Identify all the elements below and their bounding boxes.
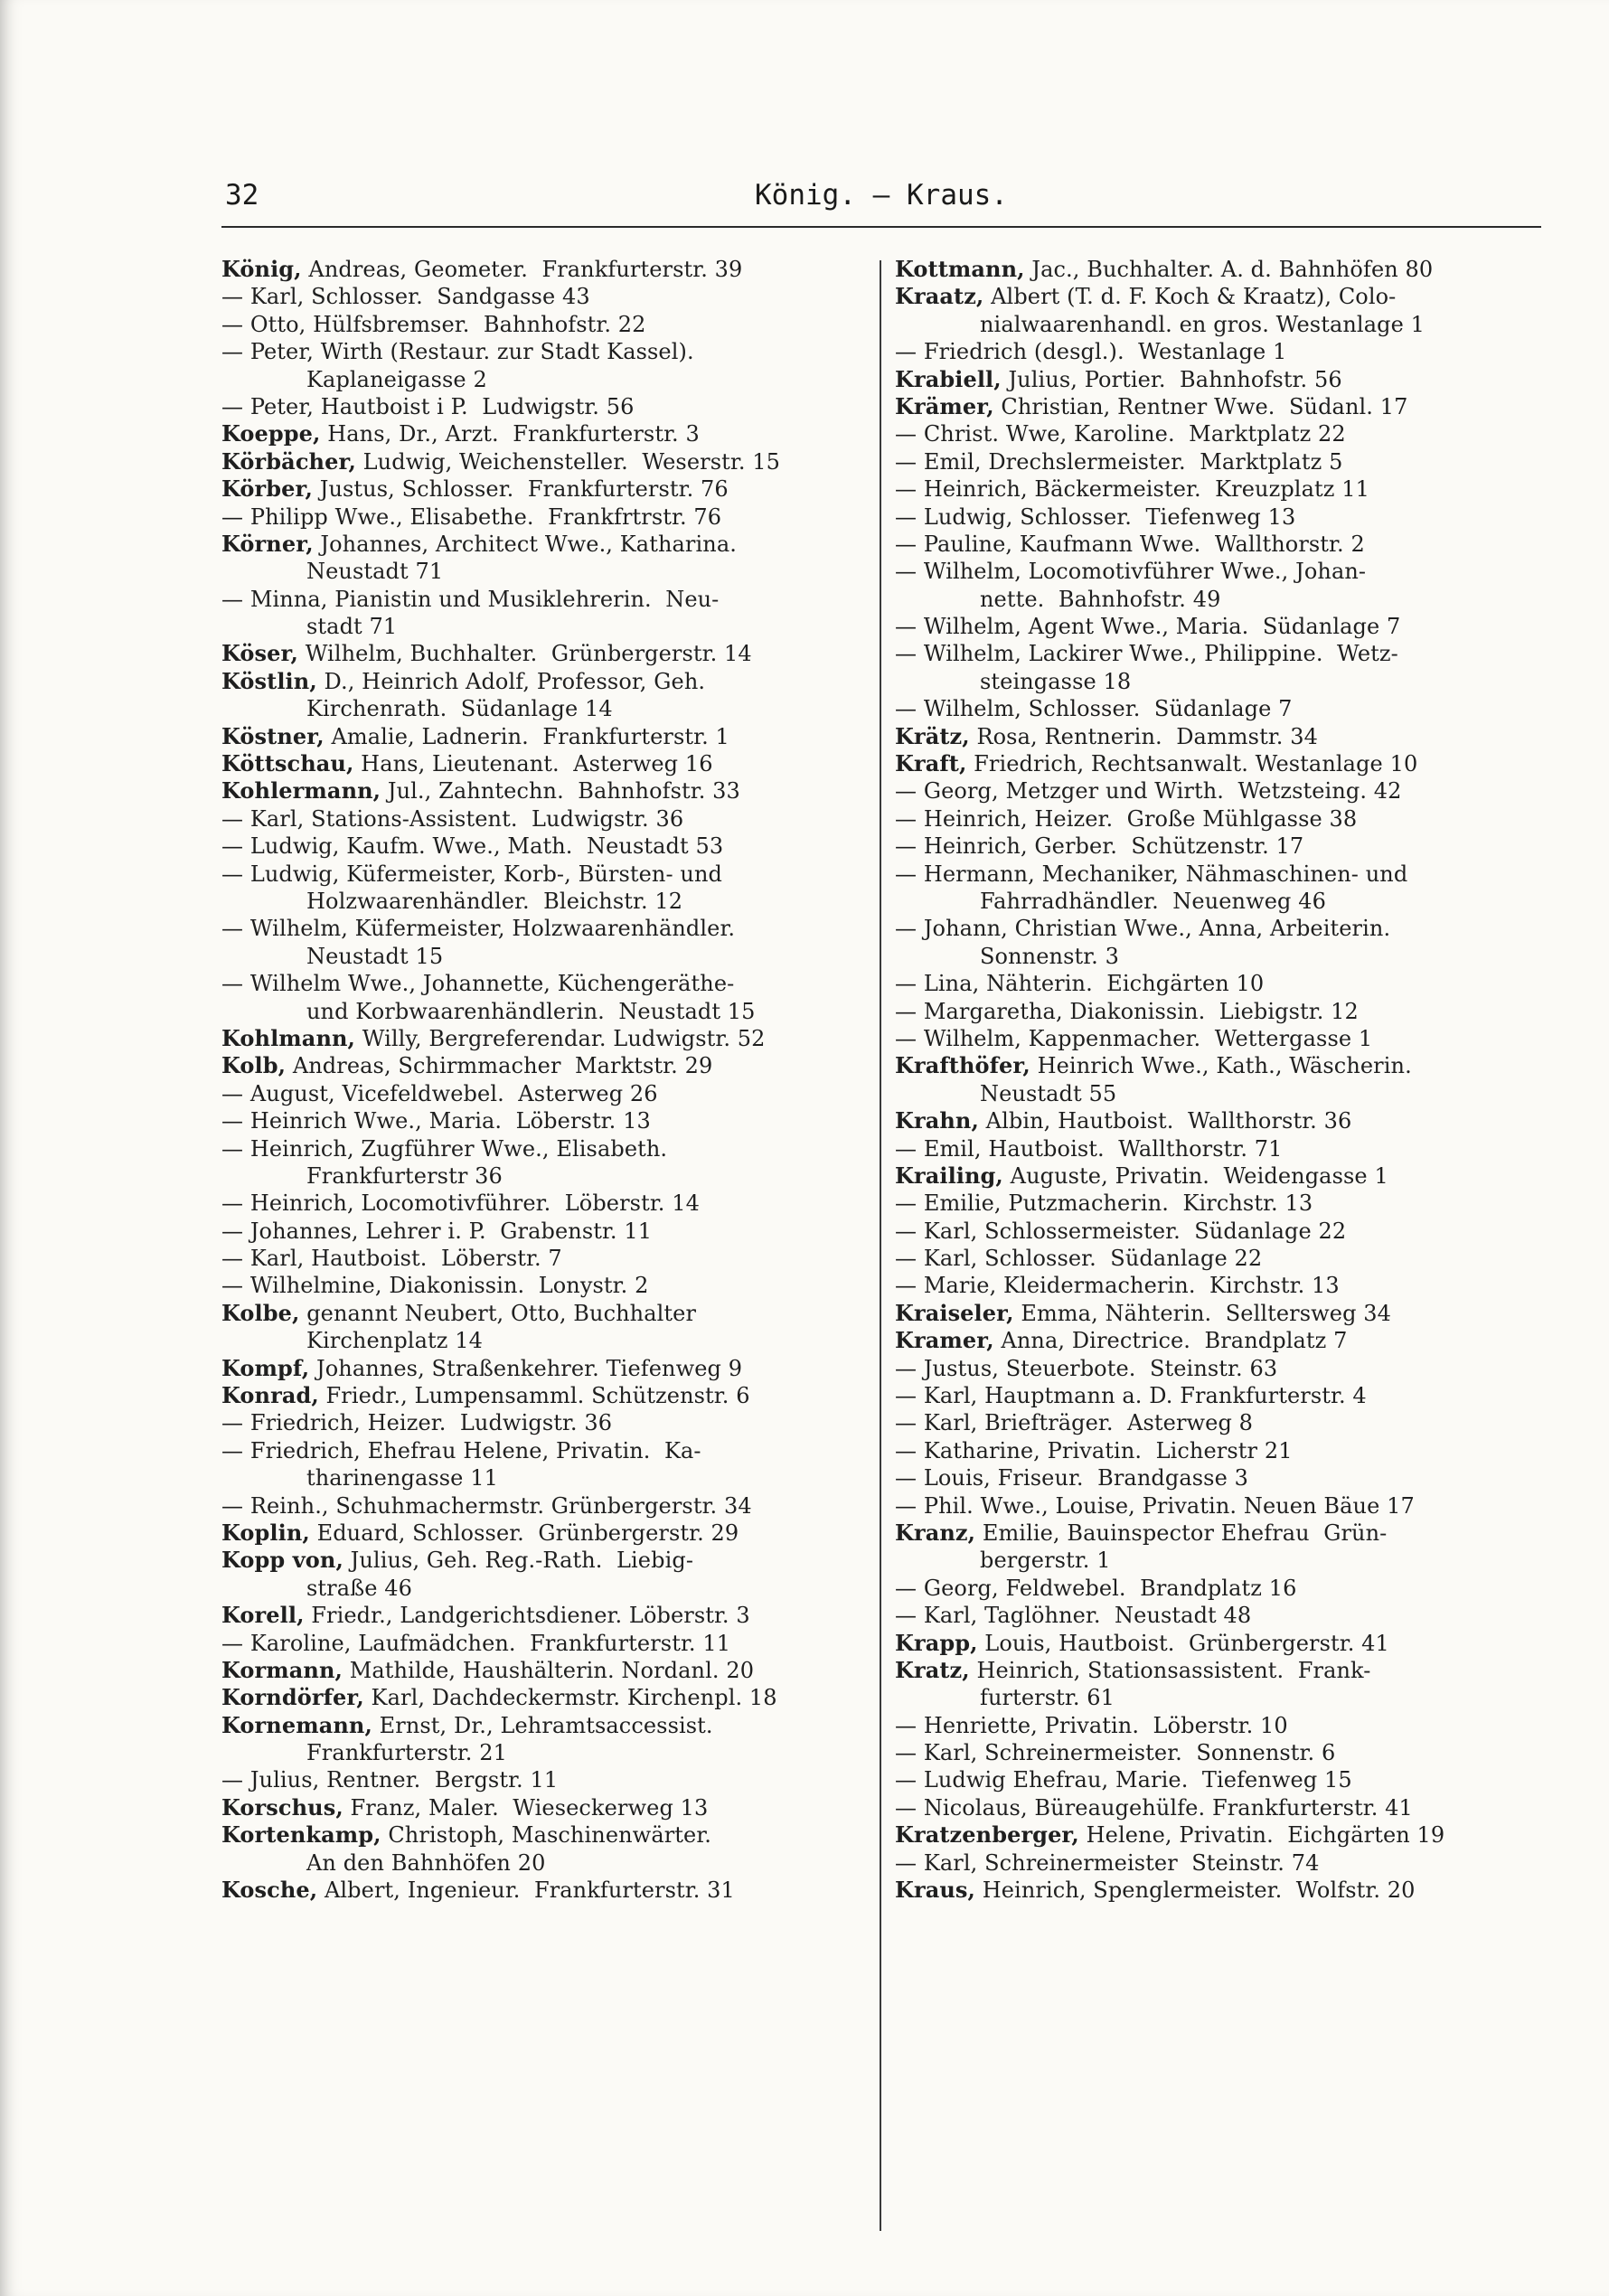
directory-entry bbox=[221, 915, 854, 942]
entry-text: Helene, Privatin. Eichgärten 19 bbox=[1078, 1822, 1445, 1849]
directory-entry bbox=[221, 1492, 854, 1520]
column-divider bbox=[880, 260, 881, 2231]
entry-text: Christian, Rentner Wwe. Südanl. 17 bbox=[993, 393, 1408, 419]
directory-entry bbox=[895, 1437, 1528, 1464]
directory-entry bbox=[221, 1218, 854, 1245]
entry-text: Louis, Hautboist. Grünbergerstr. 41 bbox=[977, 1630, 1389, 1656]
surname: König, bbox=[221, 256, 302, 282]
entry-text: — Karl, Briefträger. Asterweg 8 bbox=[895, 1410, 1254, 1436]
surname: Kranz, bbox=[895, 1519, 976, 1546]
directory-entry bbox=[895, 1520, 1528, 1547]
entry-text: Heinrich Wwe., Kath., Wäscherin. bbox=[1030, 1053, 1412, 1079]
header-rule bbox=[221, 226, 1541, 228]
entry-text: — Ludwig, Küfermeister, Korb-, Bürsten- und bbox=[221, 861, 722, 887]
entry-text: Karl, Dachdeckermstr. Kirchenpl. 18 bbox=[363, 1685, 777, 1711]
directory-entry bbox=[895, 1766, 1528, 1793]
entry-text: Eduard, Schlosser. Grünbergerstr. 29 bbox=[309, 1520, 739, 1546]
directory-entry bbox=[895, 393, 1528, 420]
directory-entry bbox=[895, 448, 1528, 475]
entry-text: — Phil. Wwe., Louise, Privatin. Neuen Bäue 17 bbox=[895, 1492, 1415, 1519]
surname: Kompf, bbox=[221, 1354, 310, 1381]
directory-entry bbox=[895, 1602, 1528, 1629]
surname: Körner, bbox=[221, 530, 314, 557]
directory-entry bbox=[221, 1080, 854, 1107]
directory-entry bbox=[895, 861, 1528, 888]
directory-entry bbox=[895, 1739, 1528, 1766]
entry-continuation bbox=[221, 888, 854, 915]
entry-text: Johannes, Straßenkehrer. Tiefenweg 9 bbox=[309, 1355, 743, 1381]
directory-entry bbox=[895, 1657, 1528, 1684]
directory-entry bbox=[895, 1712, 1528, 1739]
entry-continuation bbox=[895, 1684, 1528, 1711]
entry-text: Frankfurterstr 36 bbox=[306, 1162, 503, 1189]
directory-entry bbox=[895, 283, 1528, 310]
surname: Kolbe, bbox=[221, 1299, 300, 1326]
directory-entry bbox=[221, 970, 854, 997]
surname: Kormann, bbox=[221, 1656, 343, 1683]
entry-continuation bbox=[895, 668, 1528, 695]
entry-continuation bbox=[221, 943, 854, 970]
directory-entry bbox=[895, 1821, 1528, 1849]
entry-text: — Wilhelm Wwe., Johannette, Küchengeräthe- bbox=[221, 971, 735, 997]
surname: Krämer, bbox=[895, 392, 994, 419]
entry-text: — Justus, Steuerbote. Steinstr. 63 bbox=[895, 1355, 1278, 1381]
entry-text: — Ludwig Ehefrau, Marie. Tiefenweg 15 bbox=[895, 1767, 1352, 1793]
surname: Kratzenberger, bbox=[895, 1821, 1079, 1849]
directory-entry bbox=[895, 420, 1528, 447]
surname: Krätz, bbox=[895, 722, 970, 749]
entry-text: Christoph, Maschinenwärter. bbox=[381, 1822, 712, 1849]
entry-text: — Wilhelmine, Diakonissin. Lonystr. 2 bbox=[221, 1273, 649, 1299]
directory-entry bbox=[221, 1821, 854, 1849]
right-column bbox=[895, 256, 1528, 1904]
entry-text: — Christ. Wwe, Karoline. Marktplatz 22 bbox=[895, 421, 1346, 447]
entry-text: — Ludwig, Kaufm. Wwe., Math. Neustadt 53 bbox=[221, 833, 724, 860]
directory-entry bbox=[895, 805, 1528, 833]
surname: Kramer, bbox=[895, 1327, 994, 1354]
entry-text: — Georg, Metzger und Wirth. Wetzsteing. 42 bbox=[895, 778, 1402, 805]
directory-entry bbox=[221, 777, 854, 805]
entry-continuation bbox=[221, 1849, 854, 1877]
entry-text: Jac., Buchhalter. A. d. Bahnhöfen 80 bbox=[1024, 257, 1434, 282]
entry-text: Julius, Geh. Reg.-Rath. Liebig- bbox=[343, 1548, 694, 1574]
entry-text: Franz, Maler. Wieseckerweg 13 bbox=[343, 1794, 709, 1821]
directory-entry bbox=[895, 970, 1528, 997]
entry-text: steingasse 18 bbox=[980, 668, 1132, 694]
entry-text: Wilhelm, Buchhalter. Grünbergerstr. 14 bbox=[297, 641, 752, 667]
entry-text: Sonnenstr. 3 bbox=[980, 943, 1119, 969]
surname: Krailing, bbox=[895, 1162, 1003, 1189]
entry-continuation bbox=[221, 1464, 854, 1491]
entry-text: Anna, Directrice. Brandplatz 7 bbox=[993, 1328, 1348, 1354]
entry-text: — Peter, Hautboist i P. Ludwigstr. 56 bbox=[221, 393, 635, 419]
directory-entry bbox=[895, 1218, 1528, 1245]
entry-text: — Katharine, Privatin. Licherstr 21 bbox=[895, 1437, 1293, 1463]
directory-entry bbox=[221, 1245, 854, 1272]
entry-text: — Karl, Schlosser. Sandgasse 43 bbox=[221, 284, 590, 310]
entry-text: — Margaretha, Diakonissin. Liebigstr. 12 bbox=[895, 998, 1359, 1024]
entry-text: — Hermann, Mechaniker, Nähmaschinen- und bbox=[895, 861, 1408, 887]
entry-text: Kirchenplatz 14 bbox=[306, 1328, 483, 1354]
entry-text: — Peter, Wirth (Restaur. zur Stadt Kassel). bbox=[221, 339, 694, 365]
entry-text: — Louis, Friseur. Brandgasse 3 bbox=[895, 1465, 1248, 1491]
directory-entry bbox=[221, 1794, 854, 1821]
entry-text: Friedr., Lumpensamml. Schützenstr. 6 bbox=[318, 1383, 750, 1409]
entry-text: Kaplaneigasse 2 bbox=[306, 366, 487, 392]
directory-entry bbox=[221, 311, 854, 338]
entry-text: straße 46 bbox=[306, 1575, 413, 1601]
entry-text: — Emil, Drechslermeister. Marktplatz 5 bbox=[895, 448, 1343, 475]
surname: Köstlin, bbox=[221, 667, 317, 694]
surname: Köstner, bbox=[221, 722, 325, 749]
entry-text: Emma, Nähterin. Selltersweg 34 bbox=[1013, 1300, 1392, 1326]
directory-entry bbox=[221, 1355, 854, 1382]
directory-entry bbox=[895, 1190, 1528, 1217]
entry-text: — Wilhelm, Agent Wwe., Maria. Südanlage 7 bbox=[895, 614, 1401, 640]
surname: Krapp, bbox=[895, 1629, 978, 1656]
entry-text: Willy, Bergreferendar. Ludwigstr. 52 bbox=[355, 1025, 766, 1051]
directory-entry bbox=[895, 1575, 1528, 1602]
surname: Kottmann, bbox=[895, 256, 1025, 282]
entry-text: furterstr. 61 bbox=[980, 1685, 1115, 1711]
directory-entry bbox=[895, 1327, 1528, 1354]
entry-text: Andreas, Geometer. Frankfurterstr. 39 bbox=[301, 257, 743, 282]
entry-text: D., Heinrich Adolf, Professor, Geh. bbox=[316, 668, 706, 694]
entry-text: — Julius, Rentner. Bergstr. 11 bbox=[221, 1767, 559, 1793]
entry-text: — Karl, Schlosser. Südanlage 22 bbox=[895, 1246, 1263, 1272]
directory-entry bbox=[221, 1437, 854, 1464]
entry-text: Albert, Ingenieur. Frankfurterstr. 31 bbox=[317, 1877, 735, 1904]
entry-continuation bbox=[221, 613, 854, 640]
entry-text: Julius, Portier. Bahnhofstr. 56 bbox=[1001, 366, 1342, 392]
entry-text: Albin, Hautboist. Wallthorstr. 36 bbox=[978, 1108, 1352, 1134]
entry-text: Holzwaarenhändler. Bleichstr. 12 bbox=[306, 888, 683, 914]
directory-entry bbox=[895, 1245, 1528, 1272]
directory-entry bbox=[221, 475, 854, 503]
entry-text: Frankfurterstr. 21 bbox=[306, 1740, 507, 1766]
directory-entry bbox=[895, 338, 1528, 365]
entry-text: — Wilhelm, Schlosser. Südanlage 7 bbox=[895, 696, 1293, 722]
entry-text: — Henriette, Privatin. Löberstr. 10 bbox=[895, 1712, 1288, 1738]
surname: Kohlmann, bbox=[221, 1024, 356, 1051]
page-header bbox=[221, 170, 1541, 224]
entry-text: Emilie, Bauinspector Ehefrau Grün- bbox=[975, 1520, 1388, 1546]
surname: Körber, bbox=[221, 475, 313, 503]
entry-text: — Ludwig, Schlosser. Tiefenweg 13 bbox=[895, 503, 1296, 530]
entry-text: Fahrradhändler. Neuenweg 46 bbox=[980, 888, 1326, 914]
entry-text: genannt Neubert, Otto, Buchhalter bbox=[299, 1300, 697, 1326]
entry-continuation bbox=[221, 1739, 854, 1766]
surname: Kratz, bbox=[895, 1656, 970, 1683]
entry-text: — Otto, Hülfsbremser. Bahnhofstr. 22 bbox=[221, 311, 646, 337]
directory-entry bbox=[221, 420, 854, 447]
directory-entry bbox=[895, 1107, 1528, 1134]
entry-text: Jul., Zahntechn. Bahnhofstr. 33 bbox=[381, 778, 740, 805]
entry-text: nette. Bahnhofstr. 49 bbox=[980, 586, 1221, 612]
entry-text: — Friedrich, Ehefrau Helene, Privatin. Ka- bbox=[221, 1437, 701, 1463]
directory-entry bbox=[895, 1849, 1528, 1877]
surname: Kolb, bbox=[221, 1052, 287, 1079]
directory-entry bbox=[221, 1630, 854, 1657]
entry-text: — Karl, Schlossermeister. Südanlage 22 bbox=[895, 1218, 1347, 1244]
directory-entry bbox=[221, 640, 854, 667]
directory-entry bbox=[895, 777, 1528, 805]
surname: Korschus, bbox=[221, 1793, 343, 1821]
directory-entry bbox=[895, 1162, 1528, 1190]
entry-text: Heinrich, Stationsassistent. Frank- bbox=[969, 1657, 1371, 1683]
directory-entry bbox=[895, 833, 1528, 860]
entry-continuation bbox=[221, 1575, 854, 1602]
directory-entry bbox=[895, 998, 1528, 1025]
entry-text: — Emil, Hautboist. Wallthorstr. 71 bbox=[895, 1135, 1283, 1162]
entry-text: Heinrich, Spenglermeister. Wolfstr. 20 bbox=[974, 1877, 1416, 1904]
entry-continuation bbox=[895, 586, 1528, 613]
directory-entry bbox=[895, 1052, 1528, 1079]
directory-entry bbox=[895, 640, 1528, 667]
entry-continuation bbox=[221, 366, 854, 393]
entry-continuation bbox=[221, 998, 854, 1025]
surname: Köttschau, bbox=[221, 750, 354, 777]
directory-entry bbox=[221, 503, 854, 531]
directory-entry bbox=[895, 915, 1528, 942]
entry-text: — Marie, Kleidermacherin. Kirchstr. 13 bbox=[895, 1273, 1340, 1299]
entry-text: Albert (T. d. F. Koch & Kraatz), Colo- bbox=[983, 284, 1397, 310]
entry-text: Justus, Schlosser. Frankfurterstr. 76 bbox=[313, 476, 729, 503]
entry-text: Ernst, Dr., Lehramtsaccessist. bbox=[372, 1712, 713, 1738]
surname: Krafthöfer, bbox=[895, 1052, 1030, 1079]
entry-text: — Karl, Stations-Assistent. Ludwigstr. 36 bbox=[221, 805, 684, 832]
entry-text: Friedr., Landgerichtsdiener. Löberstr. 3 bbox=[304, 1603, 750, 1629]
entry-text: — Johann, Christian Wwe., Anna, Arbeiterin. bbox=[895, 916, 1391, 942]
directory-entry bbox=[221, 1684, 854, 1711]
directory-entry bbox=[221, 668, 854, 695]
directory-entry bbox=[221, 1657, 854, 1684]
directory-entry bbox=[221, 256, 854, 283]
directory-entry bbox=[895, 695, 1528, 722]
surname: Kopp von, bbox=[221, 1547, 343, 1574]
directory-entry bbox=[221, 448, 854, 475]
entry-text: — Nicolaus, Büreaugehülfe. Frankfurterstr. 41 bbox=[895, 1794, 1413, 1821]
entry-text: — Karl, Schreinermeister Steinstr. 74 bbox=[895, 1849, 1320, 1876]
entry-text: — Heinrich, Heizer. Große Mühlgasse 38 bbox=[895, 805, 1358, 832]
directory-entry bbox=[221, 338, 854, 365]
entry-continuation bbox=[895, 1547, 1528, 1574]
entry-text: — Karl, Hautboist. Löberstr. 7 bbox=[221, 1246, 562, 1272]
surname: Kosche, bbox=[221, 1877, 318, 1904]
directory-entry bbox=[895, 1794, 1528, 1821]
surname: Kraft, bbox=[895, 750, 967, 777]
entry-text: nialwaarenhandl. en gros. Westanlage 1 bbox=[980, 311, 1425, 337]
directory-entry bbox=[221, 1135, 854, 1162]
entry-continuation bbox=[221, 558, 854, 585]
entry-text: — Heinrich, Zugführer Wwe., Elisabeth. bbox=[221, 1135, 668, 1162]
left-column bbox=[221, 256, 854, 1904]
directory-entry bbox=[221, 1382, 854, 1409]
directory-entry bbox=[895, 1025, 1528, 1052]
entry-text: — Wilhelm, Kappenmacher. Wettergasse 1 bbox=[895, 1025, 1373, 1051]
entry-text: Ludwig, Weichensteller. Weserstr. 15 bbox=[355, 448, 781, 475]
entry-text: Johannes, Architect Wwe., Katharina. bbox=[313, 531, 737, 557]
entry-text: — Philipp Wwe., Elisabethe. Frankfrtrstr. 76 bbox=[221, 503, 722, 530]
directory-entry bbox=[221, 1052, 854, 1079]
directory-entry bbox=[221, 1409, 854, 1436]
surname: Koplin, bbox=[221, 1519, 310, 1546]
entry-text: — Wilhelm, Locomotivführer Wwe., Johan- bbox=[895, 559, 1367, 585]
surname: Krabiell, bbox=[895, 365, 1002, 392]
entry-text: — Emilie, Putzmacherin. Kirchstr. 13 bbox=[895, 1190, 1313, 1217]
entry-text: tharinengasse 11 bbox=[306, 1465, 498, 1491]
entry-text: — Reinh., Schuhmachermstr. Grünbergerstr. 34 bbox=[221, 1492, 752, 1519]
entry-text: und Korbwaarenhändlerin. Neustadt 15 bbox=[306, 998, 756, 1024]
entry-text: — Karl, Taglöhner. Neustadt 48 bbox=[895, 1603, 1252, 1629]
directory-entry bbox=[895, 723, 1528, 750]
entry-text: Neustadt 71 bbox=[306, 559, 444, 585]
directory-entry bbox=[895, 1877, 1528, 1904]
directory-entry bbox=[221, 283, 854, 310]
entry-continuation bbox=[895, 311, 1528, 338]
entry-text: Neustadt 55 bbox=[980, 1080, 1117, 1106]
directory-entry bbox=[895, 1464, 1528, 1491]
surname: Kortenkamp, bbox=[221, 1821, 381, 1849]
entry-text: — Pauline, Kaufmann Wwe. Wallthorstr. 2 bbox=[895, 531, 1365, 557]
directory-entry bbox=[895, 256, 1528, 283]
surname: Kraus, bbox=[895, 1877, 975, 1904]
page-number: 32 bbox=[225, 179, 259, 212]
entry-text: — Wilhelm, Küfermeister, Holzwaarenhändler. bbox=[221, 916, 736, 942]
directory-entry bbox=[221, 723, 854, 750]
directory-entry bbox=[221, 1877, 854, 1904]
directory-entry bbox=[895, 750, 1528, 777]
entry-text: — August, Vicefeldwebel. Asterweg 26 bbox=[221, 1080, 658, 1106]
directory-entry bbox=[895, 475, 1528, 503]
directory-entry bbox=[221, 1766, 854, 1793]
entry-text: Hans, Lieutenant. Asterweg 16 bbox=[353, 751, 713, 777]
surname: Konrad, bbox=[221, 1382, 319, 1409]
entry-text: stadt 71 bbox=[306, 614, 398, 640]
directory-entry bbox=[221, 1602, 854, 1629]
entry-text: — Georg, Feldwebel. Brandplatz 16 bbox=[895, 1575, 1297, 1601]
directory-entry bbox=[221, 805, 854, 833]
entry-text: — Heinrich, Locomotivführer. Löberstr. 14 bbox=[221, 1190, 700, 1217]
entry-text: Friedrich, Rechtsanwalt. Westanlage 10 bbox=[966, 751, 1418, 777]
directory-entry bbox=[895, 366, 1528, 393]
directory-entry bbox=[895, 531, 1528, 558]
entry-text: Amalie, Ladnerin. Frankfurterstr. 1 bbox=[324, 723, 729, 749]
entry-text: — Minna, Pianistin und Musiklehrerin. Neu- bbox=[221, 586, 720, 612]
entry-text: — Heinrich, Bäckermeister. Kreuzplatz 11 bbox=[895, 476, 1369, 503]
surname: Koeppe, bbox=[221, 420, 321, 447]
entry-continuation bbox=[895, 1080, 1528, 1107]
entry-continuation bbox=[221, 695, 854, 722]
surname: Kohlermann, bbox=[221, 777, 381, 805]
entry-text: An den Bahnhöfen 20 bbox=[306, 1849, 546, 1876]
directory-entry bbox=[895, 1300, 1528, 1327]
entry-text: — Friedrich, Heizer. Ludwigstr. 36 bbox=[221, 1410, 613, 1436]
directory-entry bbox=[221, 1107, 854, 1134]
entry-text: Neustadt 15 bbox=[306, 943, 444, 969]
entry-text: Hans, Dr., Arzt. Frankfurterstr. 3 bbox=[320, 421, 700, 447]
directory-entry bbox=[221, 1190, 854, 1217]
entry-text: bergerstr. 1 bbox=[980, 1548, 1111, 1574]
directory-entry bbox=[221, 861, 854, 888]
surname: Kornemann, bbox=[221, 1711, 372, 1738]
entry-text: — Karl, Hauptmann a. D. Frankfurterstr. 4 bbox=[895, 1383, 1367, 1409]
entry-text: — Heinrich Wwe., Maria. Löberstr. 13 bbox=[221, 1108, 651, 1134]
directory-entry bbox=[895, 1355, 1528, 1382]
directory-entry bbox=[221, 1025, 854, 1052]
directory-entry bbox=[221, 586, 854, 613]
directory-entry bbox=[221, 1300, 854, 1327]
directory-entry bbox=[895, 1409, 1528, 1436]
directory-entry bbox=[895, 613, 1528, 640]
directory-entry bbox=[895, 1492, 1528, 1520]
directory-entry bbox=[221, 833, 854, 860]
directory-entry bbox=[895, 1272, 1528, 1299]
directory-entry bbox=[221, 531, 854, 558]
surname: Krahn, bbox=[895, 1107, 979, 1134]
surname: Köser, bbox=[221, 640, 298, 667]
entry-text: — Karoline, Laufmädchen. Frankfurterstr. 11 bbox=[221, 1630, 731, 1656]
surname: Kraatz, bbox=[895, 283, 984, 310]
directory-entry bbox=[221, 750, 854, 777]
directory-entry bbox=[895, 1630, 1528, 1657]
directory-entry bbox=[221, 1520, 854, 1547]
directory-entry bbox=[221, 393, 854, 420]
entry-text: — Friedrich (desgl.). Westanlage 1 bbox=[895, 339, 1287, 365]
directory-entry bbox=[221, 1547, 854, 1574]
entry-text: Rosa, Rentnerin. Dammstr. 34 bbox=[969, 723, 1318, 749]
entry-text: — Wilhelm, Lackirer Wwe., Philippine. Wetz- bbox=[895, 641, 1398, 667]
directory-entry bbox=[221, 1272, 854, 1299]
directory-entry bbox=[895, 1382, 1528, 1409]
entry-continuation bbox=[895, 888, 1528, 915]
running-head: König. — Kraus. bbox=[755, 179, 1008, 212]
directory-entry bbox=[895, 558, 1528, 585]
entry-text: Mathilde, Haushälterin. Nordanl. 20 bbox=[342, 1657, 755, 1683]
directory-entry bbox=[221, 1712, 854, 1739]
surname: Korell, bbox=[221, 1602, 305, 1629]
entry-text: Andreas, Schirmmacher Marktstr. 29 bbox=[286, 1053, 713, 1079]
entry-text: — Johannes, Lehrer i. P. Grabenstr. 11 bbox=[221, 1218, 653, 1244]
entry-continuation bbox=[221, 1327, 854, 1354]
surname: Kraiseler, bbox=[895, 1299, 1014, 1326]
surname: Körbächer, bbox=[221, 447, 356, 475]
entry-text: Kirchenrath. Südanlage 14 bbox=[306, 696, 613, 722]
entry-text: — Heinrich, Gerber. Schützenstr. 17 bbox=[895, 833, 1304, 860]
directory-entry bbox=[895, 1135, 1528, 1162]
entry-text: Auguste, Privatin. Weidengasse 1 bbox=[1002, 1162, 1388, 1189]
surname: Korndörfer, bbox=[221, 1684, 364, 1711]
entry-continuation bbox=[895, 943, 1528, 970]
entry-text: — Lina, Nähterin. Eichgärten 10 bbox=[895, 971, 1265, 997]
entry-continuation bbox=[221, 1162, 854, 1190]
directory-entry bbox=[895, 503, 1528, 531]
entry-text: — Karl, Schreinermeister. Sonnenstr. 6 bbox=[895, 1740, 1336, 1766]
